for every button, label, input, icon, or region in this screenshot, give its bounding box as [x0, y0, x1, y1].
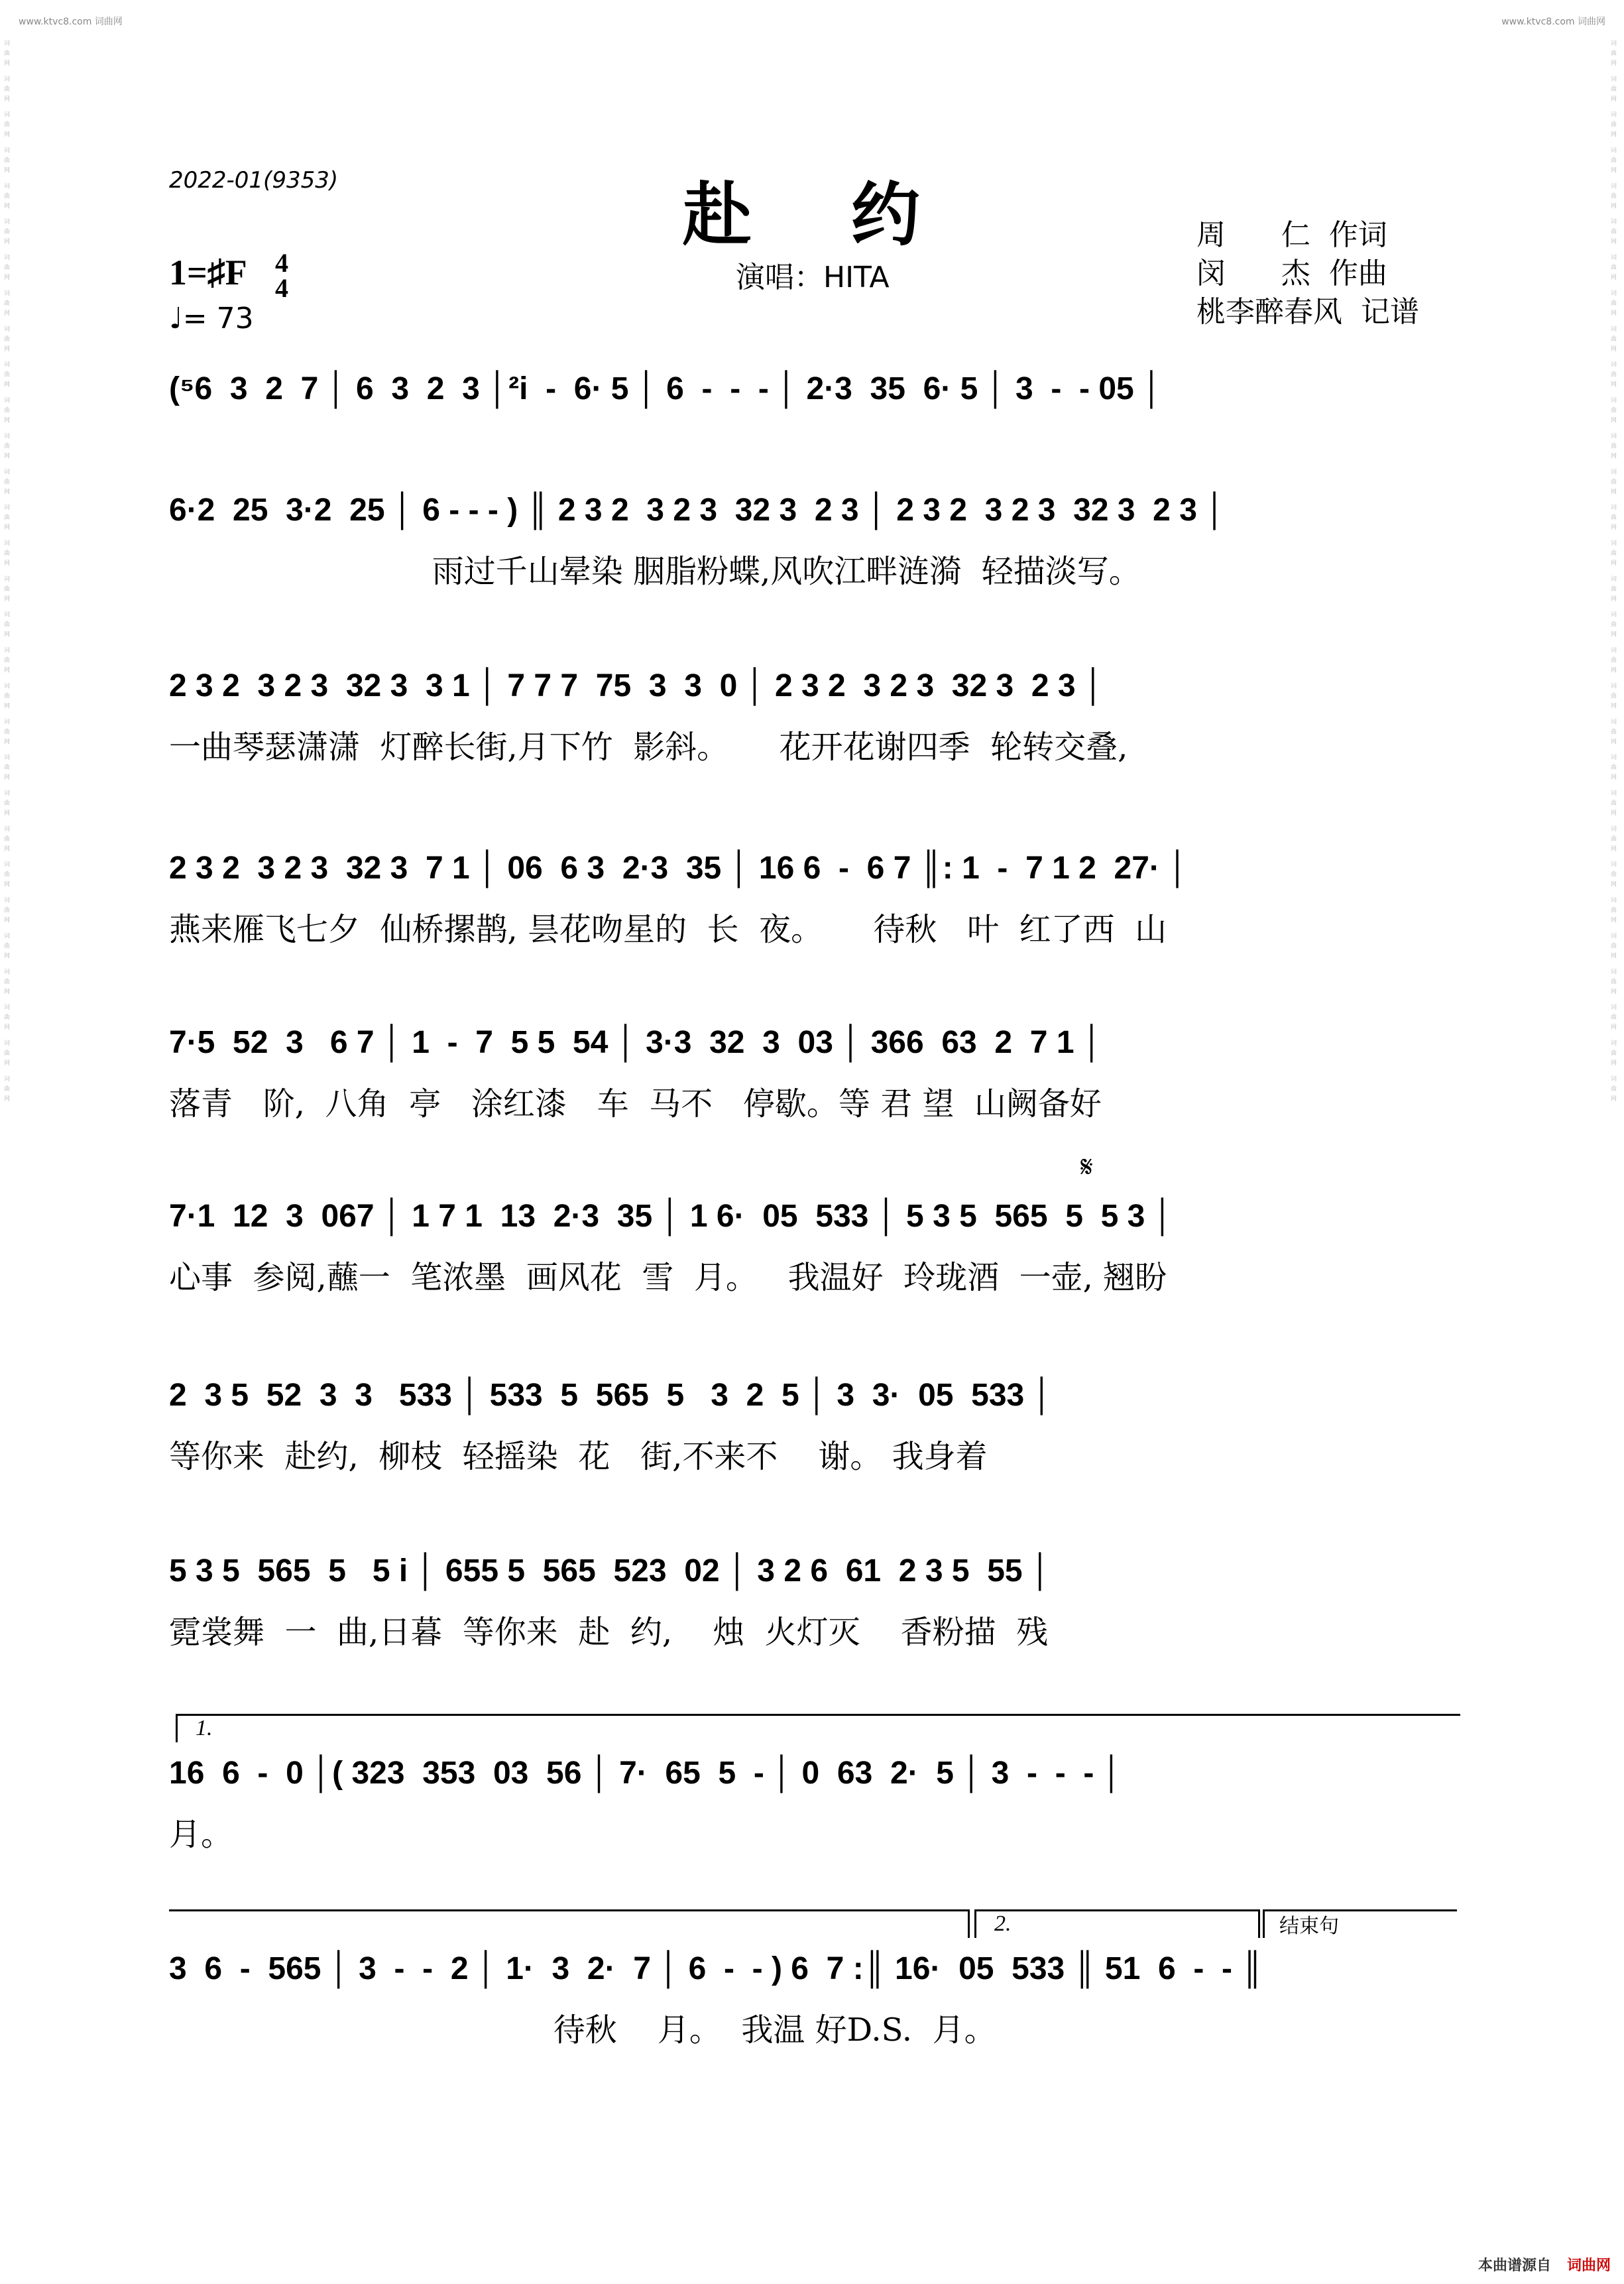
score-code: 2022-01(9353) — [169, 167, 339, 194]
lyrics-line: 心事 参阅,蘸一 笔浓墨 画风花 雪 月。 我温好 玲珑酒 一壶, 翘盼 — [169, 1259, 1167, 1296]
system-1 — [169, 366, 1462, 439]
composer-credit: 闵 杰 作曲 — [1196, 257, 1387, 290]
volta-2-label: 2. — [994, 1911, 1012, 1936]
segno-sign: 𝄋 — [1080, 1150, 1093, 1184]
footer-source: 本曲谱源自 — [1478, 2257, 1551, 2274]
watermark-left: www.ktvc8.com 词曲网 — [19, 17, 123, 27]
system-3 — [169, 663, 1462, 776]
notation-line: 3 6 - 565 │ 3 - - 2 │ 1· 3 2· 7 │ 6 - - ) 6 7 :║ 16· 05 533 ║ 51 6 - - ║ — [169, 1951, 1264, 1986]
lyrics-line: 燕来雁飞七夕 仙桥摞鹊, 昙花吻星的 长 夜。 待秋 叶 红了西 山 — [169, 911, 1167, 948]
singer: 演唱：HITA — [736, 261, 890, 294]
ending-label: 结束句 — [1279, 1915, 1339, 1938]
lyrics-line: 等你来 赴约, 柳枝 轻摇染 花 街,不来不 谢。 我身着 — [169, 1438, 988, 1475]
lyrics-line: 霓裳舞 一 曲,日暮 等你来 赴 约, 烛 火灯灭 香粉描 残 — [169, 1614, 1049, 1651]
tempo-mark: ♩= 73 — [169, 302, 254, 335]
lyrics-line: 落青 阶, 八角 亭 涂红漆 车 马不 停歇。等 君 望 山阙备好 — [169, 1085, 1102, 1122]
system-5 — [169, 1020, 1462, 1132]
notation-line: 16 6 - 0 │( 323 353 03 56 │ 7· 65 5 - │ 0 63 2· 5 │ 3 - - - │ — [169, 1756, 1123, 1791]
system-6 — [169, 1193, 1462, 1306]
lyrics-line: 待秋 月。 我温 好D.S. 月。 — [169, 2012, 996, 2049]
notation-line: 2 3 2 3 2 3 32 3 7 1 │ 06 6 3 2·3 35 │ 16 6 - 6 7 ║: 1 - 7 1 2 27· │ — [169, 851, 1189, 886]
notation-line: 2 3 5 52 3 3 533 │ 533 5 565 5 3 2 5 │ 3 3· 05 533 │ — [169, 1378, 1053, 1413]
watermark-right: www.ktvc8.com 词曲网 — [1501, 17, 1605, 27]
volta-1-label: 1. — [196, 1716, 213, 1740]
system-10 — [169, 1946, 1462, 2059]
notation-line: (⁵6 3 2 7 │ 6 3 2 3 │²i - 6· 5 │ 6 - - - │ 2·3 35 6· 5 │ 3 - - 05 │ — [169, 371, 1163, 406]
notation-line: 2 3 2 3 2 3 32 3 3 1 │ 7 7 7 75 3 3 0 │ 2 3 2 3 2 3 32 3 2 3 │ — [169, 668, 1104, 703]
lyrics-line: 雨过千山晕染 胭脂粉蝶,风吹江畔涟漪 轻描淡写。 — [169, 553, 1141, 590]
volta-2-bracket — [974, 1909, 1260, 1938]
lyrics-line: 一曲琴瑟潇潇 灯醉长街,月下竹 影斜。 花开花谢四季 轮转交叠, — [169, 729, 1128, 766]
side-watermark-left: 词曲网 词曲网 词曲网 词曲网 词曲网 词曲网 词曲网 词曲网 词曲网 词曲网 词曲网 词曲网 词曲网 词曲网 词曲网 词曲网 词曲网 词曲网 词曲网 词曲网 词曲网 词曲网 词曲网 词曲网 词曲网 词曲网 词曲网 词曲网 词曲网 词曲网 — [3, 40, 9, 1105]
time-top: 4 — [275, 248, 288, 278]
system-7 — [169, 1372, 1462, 1485]
system-4 — [169, 845, 1462, 958]
side-watermark-right: 词曲网 词曲网 词曲网 词曲网 词曲网 词曲网 词曲网 词曲网 词曲网 词曲网 词曲网 词曲网 词曲网 词曲网 词曲网 词曲网 词曲网 词曲网 词曲网 词曲网 词曲网 词曲网 词曲网 词曲网 词曲网 词曲网 词曲网 词曲网 词曲网 词曲网 — [1609, 40, 1616, 1105]
song-title: 赴约 — [683, 174, 1020, 255]
transcriber-credit: 桃李醉春风 记谱 — [1196, 295, 1419, 329]
repeat-top-line — [169, 1909, 970, 1938]
system-9 — [169, 1750, 1462, 1863]
system-2 — [169, 487, 1462, 600]
notation-line: 7·1 12 3 067 │ 1 7 1 13 2·3 35 │ 1 6· 05 533 │ 5 3 5 565 5 5 3 │ — [169, 1199, 1174, 1234]
volta-1-bracket — [176, 1714, 1460, 1742]
system-8 — [169, 1548, 1462, 1661]
time-signature — [275, 248, 288, 303]
notation-line: 6·2 25 3·2 25 │ 6 - - - ) ║ 2 3 2 3 2 3 32 3 2 3 │ 2 3 2 3 2 3 32 3 2 3 │ — [169, 493, 1226, 528]
lyricist-credit: 周 仁 作词 — [1196, 218, 1387, 252]
key-signature: 1=♯F — [169, 253, 247, 292]
footer-site: 词曲网 — [1566, 2257, 1611, 2274]
notation-line: 7·5 52 3 6 7 │ 1 - 7 5 5 54 │ 3·3 32 3 03 │ 366 63 2 7 1 │ — [169, 1025, 1103, 1060]
time-bottom: 4 — [275, 273, 288, 303]
notation-line: 5 3 5 565 5 5 i │ 655 5 565 523 02 │ 3 2 6 61 2 3 5 55 │ — [169, 1553, 1051, 1589]
lyrics-line: 月。 — [169, 1816, 233, 1853]
